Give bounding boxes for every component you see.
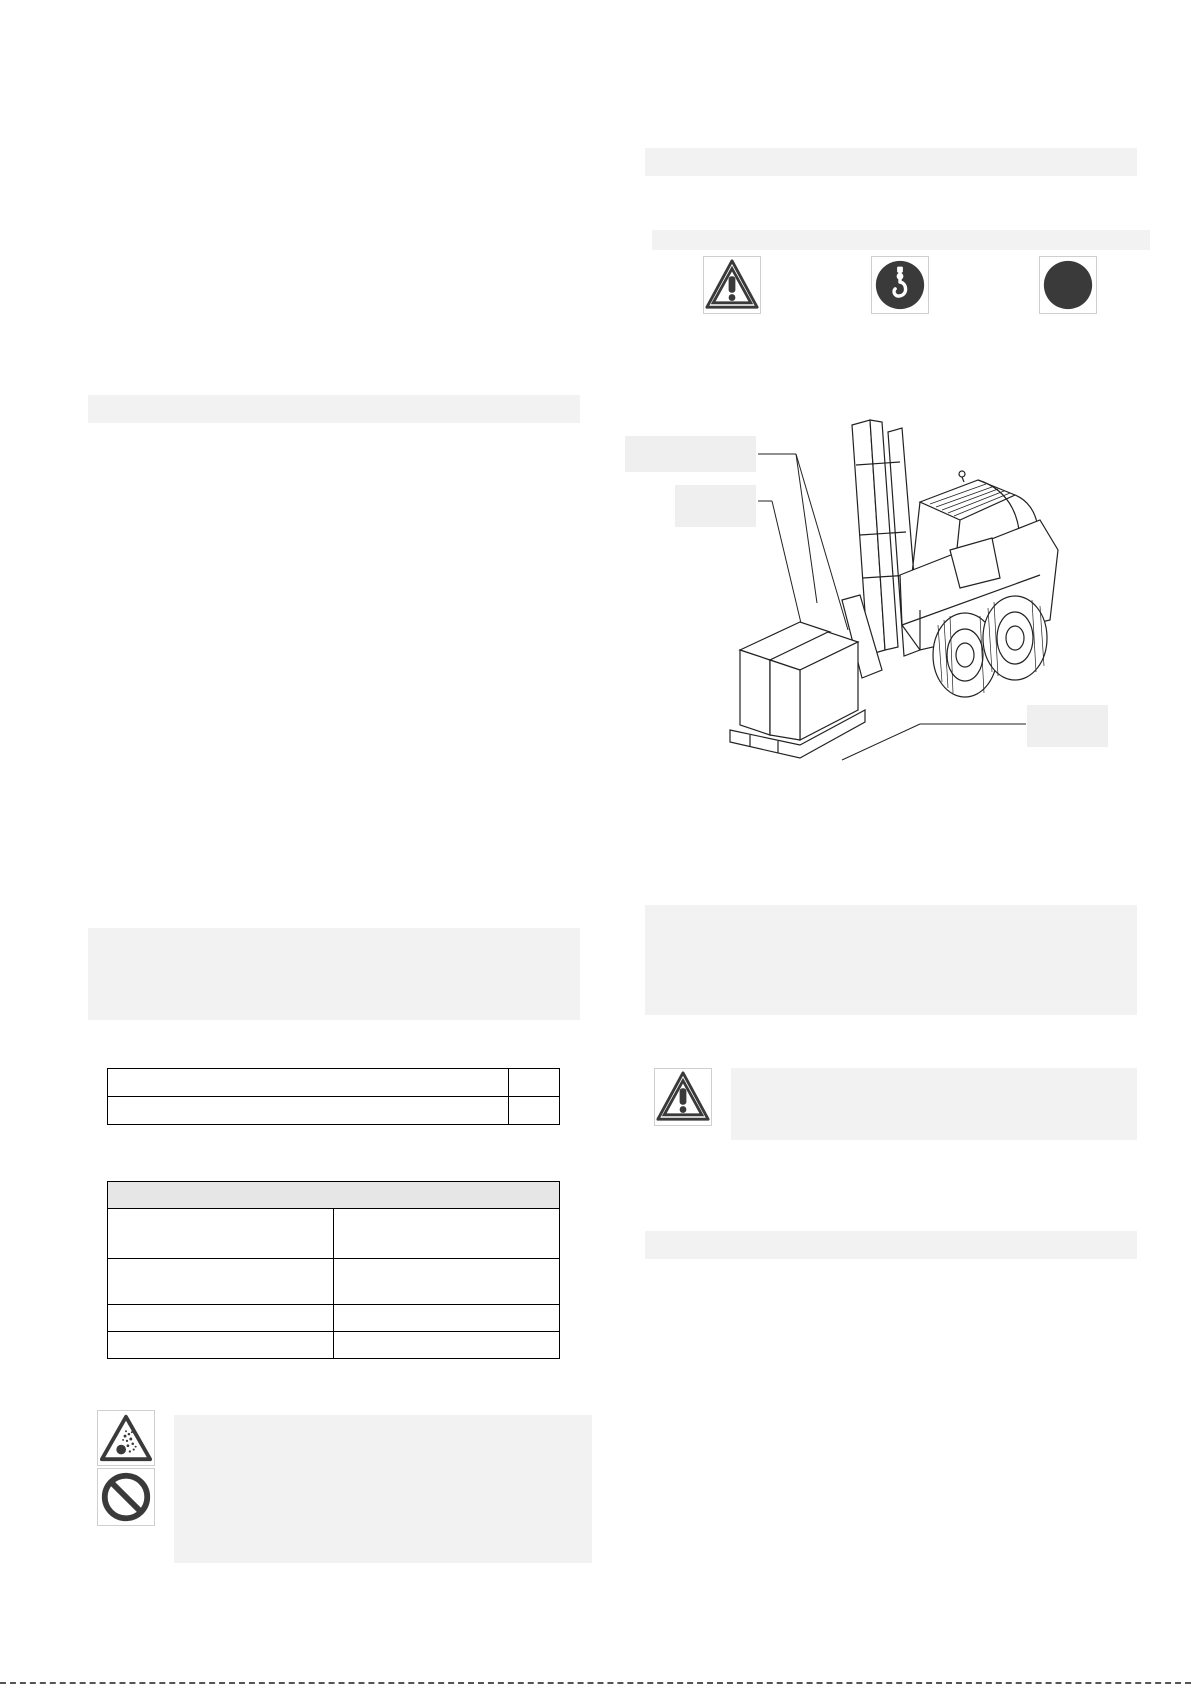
table-row: [108, 1097, 560, 1125]
table-cell: [108, 1069, 509, 1097]
table-cell: [108, 1332, 334, 1359]
summary-table: [107, 1068, 560, 1125]
filled-circle-icon: [1039, 256, 1097, 314]
table-cell: [509, 1097, 560, 1125]
warning-triangle-icon: [654, 1068, 712, 1126]
section-heading-bar: [645, 148, 1137, 176]
callout-label-box: [625, 436, 756, 472]
table-header-row: [108, 1182, 560, 1209]
prohibition-icon: [97, 1468, 155, 1526]
forklift-illustration: [620, 410, 1120, 780]
callout-label-box: [1027, 705, 1108, 747]
table-cell: [108, 1097, 509, 1125]
table-cell: [108, 1305, 334, 1332]
note-block: [645, 905, 1137, 1015]
table-row: [108, 1259, 560, 1305]
table-cell: [334, 1259, 560, 1305]
hazard-note-block: [174, 1415, 592, 1563]
table-cell: [334, 1305, 560, 1332]
section-heading-bar: [645, 1231, 1137, 1259]
table-cell: [108, 1259, 334, 1305]
section-heading-bar: [88, 395, 580, 423]
table-cell: [108, 1209, 334, 1259]
lifting-hook-icon: [871, 256, 929, 314]
subsection-heading-bar: [652, 230, 1150, 250]
table-row: [108, 1209, 560, 1259]
table-cell: [509, 1069, 560, 1097]
page-bottom-rule: [0, 1682, 1191, 1684]
table-cell: [334, 1332, 560, 1359]
note-block: [88, 928, 580, 1020]
table-cell: [334, 1209, 560, 1259]
table-row: [108, 1069, 560, 1097]
callout-label-box: [675, 485, 756, 527]
warning-triangle-icon: [703, 256, 761, 314]
specification-table: [107, 1181, 560, 1359]
explosion-hazard-icon: [97, 1410, 155, 1466]
table-row: [108, 1305, 560, 1332]
table-row: [108, 1332, 560, 1359]
warning-note-block: [731, 1068, 1137, 1140]
table-header-cell: [108, 1182, 560, 1209]
